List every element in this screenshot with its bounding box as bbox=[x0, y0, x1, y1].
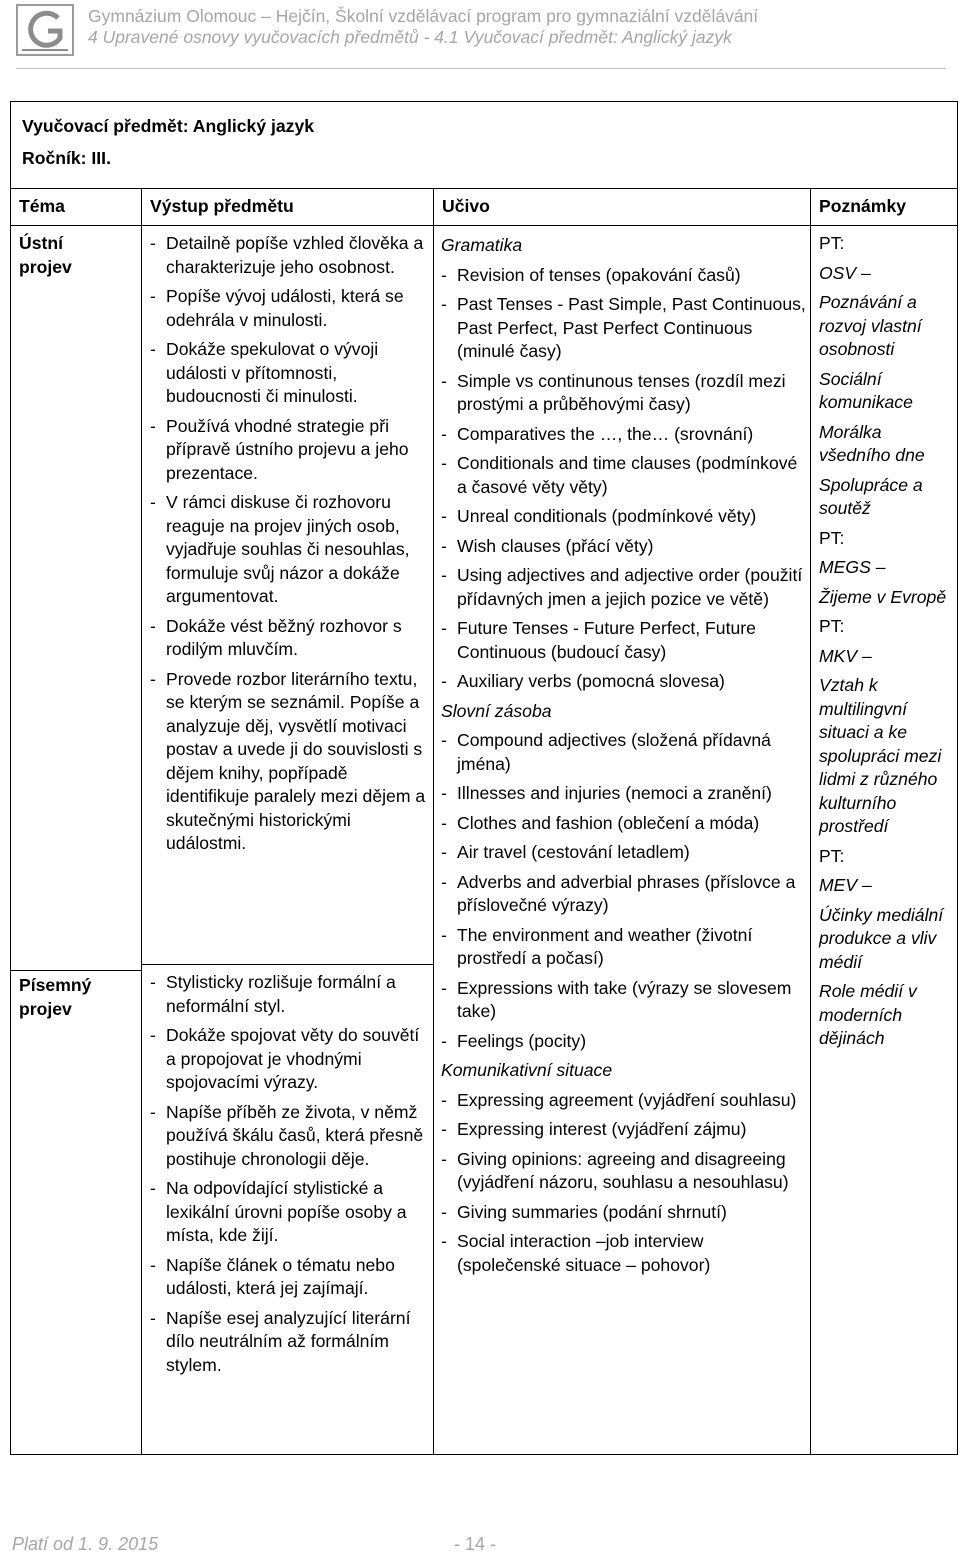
list-item: - Adverbs and adverbial phrases (příslovce a příslovečné výrazy) bbox=[441, 871, 806, 918]
grammar-heading: Gramatika bbox=[441, 235, 523, 255]
communication-heading: Komunikativní situace bbox=[441, 1060, 613, 1080]
list-item: - Napíše článek o tématu nebo události, která jej zajímají. bbox=[150, 1254, 427, 1301]
list-item: - Napíše esej analyzující literární dílo neutrálním až formálním stylem. bbox=[150, 1307, 427, 1378]
list-item: - Unreal conditionals (podmínkové věty) bbox=[441, 505, 806, 529]
list-item: - Revision of tenses (opakování časů) bbox=[441, 264, 806, 288]
osv-item: Poznávání a rozvoj vlastní osobnosti bbox=[819, 292, 922, 359]
osv-item: Spolupráce a soutěž bbox=[819, 474, 923, 518]
list-item: - Auxiliary verbs (pomocná slovesa) bbox=[441, 670, 806, 694]
table-header-row bbox=[11, 189, 958, 226]
oral-outputs-list bbox=[150, 232, 427, 856]
list-item: - Past Tenses - Past Simple, Past Continuous, Past Perfect, Past Perfect Continuous (minulé časy) bbox=[441, 293, 806, 364]
pt-label: PT: bbox=[819, 845, 845, 866]
list-item: - Using adjectives and adjective order (použití přídavných jmen a jejich pozice ve větě) bbox=[441, 564, 806, 611]
list-item: - Na odpovídající stylistické a lexikální úrovni popíše osoby a místa, kde žijí. bbox=[150, 1177, 427, 1248]
megs-item: Žijeme v Evropě bbox=[819, 586, 947, 607]
written-outputs-list bbox=[150, 971, 427, 1377]
list-item: - Napíše příběh ze života, v němž používá škálu časů, která přesně postihuje chronologii děje. bbox=[150, 1101, 427, 1172]
footer-page-number: - 14 - bbox=[454, 1534, 497, 1554]
theme-cell bbox=[11, 226, 142, 1455]
list-item: - Future Tenses - Future Perfect, Future Continuous (budoucí časy) bbox=[441, 617, 806, 664]
list-item: - Popíše vývoj události, která se odehrála v minulosti. bbox=[150, 285, 427, 332]
list-item: - Giving opinions: agreeing and disagreeing (vyjádření názoru, souhlasu a nesouhlasu) bbox=[441, 1148, 806, 1195]
list-item: - Stylisticky rozlišuje formální a neformální styl. bbox=[150, 971, 427, 1018]
pt-label: PT: bbox=[819, 233, 845, 253]
grammar-list bbox=[441, 264, 806, 694]
school-logo-icon bbox=[16, 4, 74, 56]
list-item: - Dokáže spojovat věty do souvětí a propojovat je vhodnými spojovacími výrazy. bbox=[150, 1024, 427, 1095]
list-item: - Expressing agreement (vyjádření souhlasu) bbox=[441, 1089, 806, 1113]
osv-item: Morálka všedního dne bbox=[819, 421, 925, 465]
theme-oral: Ústní projev bbox=[19, 233, 72, 277]
list-item: - Provede rozbor literárního textu, se kterým se seznámil. Popíše a analyzuje děj, vysvětlí motivaci postav a uvede ji do souvislosti s dějem knihy, popřípadě identifikuje paralely mezi dějem a skutečnými historickými událostmi. bbox=[150, 668, 427, 856]
list-item: - Používá vhodné strategie při přípravě ústního projevu a jeho prezentace. bbox=[150, 415, 427, 486]
osv-title: OSV – bbox=[819, 262, 871, 283]
list-item: - Detailně popíše vzhled člověka a charakterizuje jeho osobnost. bbox=[150, 232, 427, 279]
mev-item: Účinky mediální produkce a vliv médií bbox=[819, 904, 944, 972]
pt-label: PT: bbox=[819, 527, 845, 548]
list-item: - Expressing interest (vyjádření zájmu) bbox=[441, 1118, 806, 1142]
vocabulary-list bbox=[441, 729, 806, 1053]
list-item: - Feelings (pocity) bbox=[441, 1030, 806, 1054]
list-item: - Illnesses and injuries (nemoci a zranění) bbox=[441, 782, 806, 806]
header-section-title: 4 Upravené osnovy vyučovacích předmětů - 4.1 Vyučovací předmět: Anglický jazyk bbox=[88, 27, 732, 47]
mkv-item: Vztah k multilingvní situaci a ke spolupráci mezi lidmi z různého kulturního prostředí bbox=[819, 675, 942, 836]
subject-title: Vyučovací předmět: Anglický jazyk bbox=[22, 116, 315, 136]
header-school-name: Gymnázium Olomouc – Hejčín, Školní vzdělávací program pro gymnaziální vzdělávání bbox=[88, 6, 759, 26]
list-item: - Expressions with take (výrazy se slovesem take) bbox=[441, 977, 806, 1024]
list-item: - Conditionals and time clauses (podmínkové a časové věty věty) bbox=[441, 452, 806, 499]
page-header bbox=[0, 0, 960, 72]
list-item: - Dokáže vést běžný rozhovor s rodilým mluvčím. bbox=[150, 615, 427, 662]
list-item: - Giving summaries (podání shrnutí) bbox=[441, 1201, 806, 1225]
mev-title: MEV – bbox=[819, 875, 872, 895]
curriculum-table bbox=[10, 101, 958, 1455]
footer-valid-from: Platí od 1. 9. 2015 bbox=[12, 1534, 159, 1554]
curriculum-cell bbox=[434, 226, 811, 1455]
communication-list bbox=[441, 1089, 806, 1278]
megs-title: MEGS – bbox=[819, 557, 886, 577]
subject-info bbox=[11, 102, 958, 189]
list-item: - Dokáže spekulovat o vývoji události v přítomnosti, budoucnosti či minulosti. bbox=[150, 338, 427, 409]
list-item: - Air travel (cestování letadlem) bbox=[441, 841, 806, 865]
vocabulary-heading: Slovní zásoba bbox=[441, 700, 552, 721]
theme-written: Písemný projev bbox=[19, 975, 92, 1019]
col-header-curriculum: Učivo bbox=[434, 189, 811, 226]
col-header-notes: Poznámky bbox=[811, 189, 958, 226]
notes-cell bbox=[811, 226, 958, 1455]
grade-label: Ročník: III. bbox=[22, 148, 111, 168]
mev-item: Role médií v moderních dějinách bbox=[819, 981, 917, 1048]
col-header-theme: Téma bbox=[11, 189, 142, 226]
list-item: - Social interaction –job interview (společenské situace – pohovor) bbox=[441, 1230, 806, 1277]
output-cell bbox=[142, 226, 434, 1455]
list-item: - V rámci diskuse či rozhovoru reaguje na projev jiných osob, vyjadřuje souhlas či nesouhlas, formuluje svůj názor a dokáže argumentovat. bbox=[150, 491, 427, 609]
list-item: - Compound adjectives (složená přídavná jména) bbox=[441, 729, 806, 776]
mkv-title: MKV – bbox=[819, 645, 872, 666]
pt-label: PT: bbox=[819, 616, 845, 636]
list-item: - Wish clauses (přácí věty) bbox=[441, 535, 806, 559]
table-row bbox=[11, 226, 958, 1455]
header-divider bbox=[16, 68, 946, 69]
col-header-output: Výstup předmětu bbox=[142, 189, 434, 226]
osv-item: Sociální komunikace bbox=[819, 368, 913, 412]
list-item: - Comparatives the …, the… (srovnání) bbox=[441, 423, 806, 447]
list-item: - Simple vs continunous tenses (rozdíl mezi prostými a průběhovými časy) bbox=[441, 370, 806, 417]
list-item: - Clothes and fashion (oblečení a móda) bbox=[441, 812, 806, 836]
list-item: - The environment and weather (životní prostředí a počasí) bbox=[441, 924, 806, 971]
